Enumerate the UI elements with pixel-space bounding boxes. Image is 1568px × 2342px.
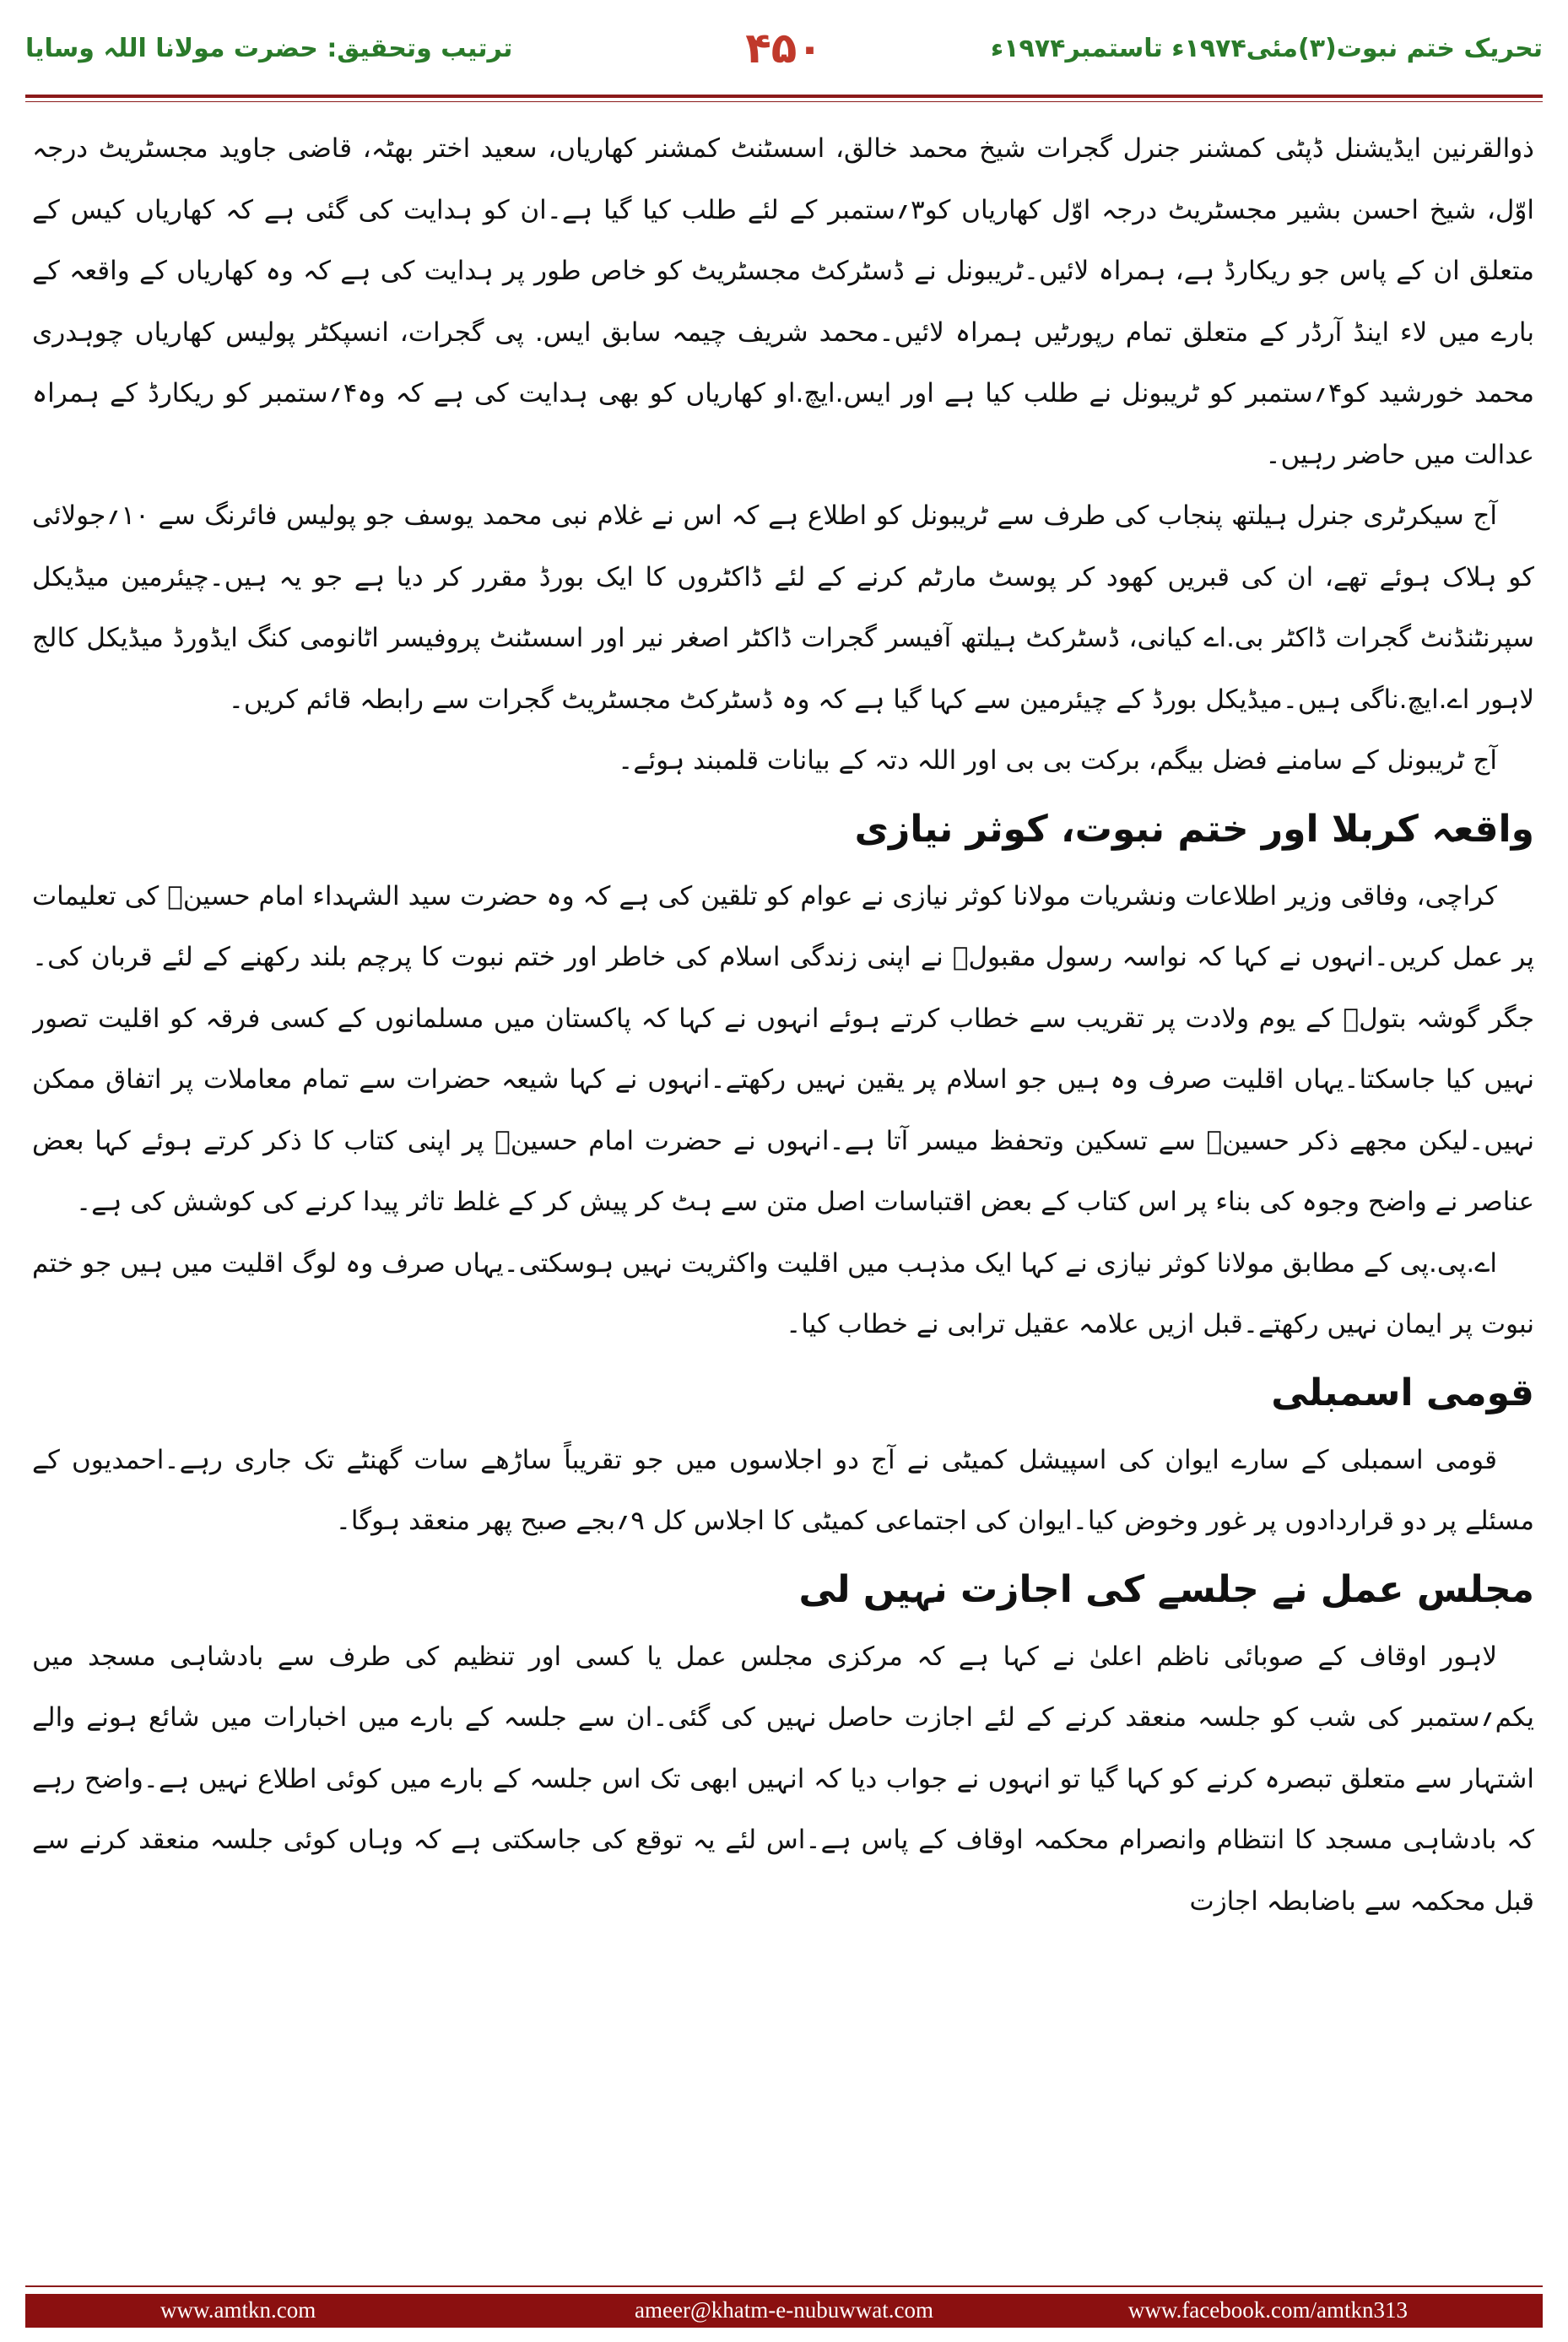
book-title: تحریک ختم نبوت(۳)مئی۱۹۷۴ء تاستمبر۱۹۷۴ء: [990, 34, 1543, 63]
heading-national-assembly: قومی اسمبلی: [1271, 1371, 1534, 1414]
website-link[interactable]: www.amtkn.com: [160, 2297, 316, 2323]
paragraph-tribunal-summons: ذوالقرنین ایڈیشنل ڈپٹی کمشنر جنرل گجرات شیخ محمد خالق، اسسٹنٹ کمشنر کھاریاں، سعید اختر بھٹہ، قاضی جاوید مجسٹریٹ درجہ اوّل، شیخ احسن بشیر مجسٹریٹ درجہ اوّل کھاریاں کو۳؍ستمبر کے لئے طلب کیا گیا ہے۔ان کو ہدایت کی گئی ہے کہ کھاریاں کیس کے متعلق ان کے پاس جو ریکارڈ ہے، ہمراہ لائیں۔ٹریبونل نے ڈسٹرکٹ مجسٹریٹ کو خاص طور پر ہدایت کی ہے کہ وہ کھاریاں کے واقعہ کے بارے میں لاء اینڈ آرڈر کے متعلق تمام رپورٹیں ہمراہ لائیں۔محمد شریف چیمہ سابق ایس. پی گجرات، انسپکٹر پولیس کھاریاں چوہدری محمد خورشید کو۴؍ستمبر کو ٹریبونل نے طلب کیا ہے اور ایس.ایچ.او کھاریاں کو بھی ہدایت کی ہے کہ وہ۴؍ستمبر کو ریکارڈ کے ہمراہ عدالت میں حاضر رہیں۔: [32, 133, 1534, 470]
paragraph-auqaf: لاہور اوقاف کے صوبائی ناظم اعلیٰ نے کہا ہے کہ مرکزی مجلس عمل یا کسی اور تنظیم کی طرف سے بادشاہی مسجد میں یکم؍ستمبر کی شب کو جلسہ منعقد کرنے کے لئے اجازت حاصل نہیں کی گئی۔ان سے جلسہ کے بارے میں اخبارات میں شائع ہونے والے اشتہار سے متعلق تبصرہ کرنے کو کہا گیا تو انہوں نے جواب دیا کہ انہیں ابھی تک اس جلسہ کے بارے میں کوئی اطلاع نہیں ہے۔واضح رہے کہ بادشاہی مسجد کا انتظام وانصرام محکمہ اوقاف کے پاس ہے۔اس لئے یہ توقع کی جاسکتی ہے کہ وہاں کوئی جلسہ منعقد کرنے سے قبل محکمہ سے باضابطہ اجازت: [32, 1641, 1534, 1917]
footer-rule: [25, 2285, 1543, 2287]
paragraph-special-committee: قومی اسمبلی کے سارے ایوان کی اسپیشل کمیٹی نے آج دو اجلاسوں میں جو تقریباً ساڑھے سات گھنٹے تک جاری رہے۔احمدیوں کے مسئلے پر دو قراردادوں پر غور وخوض کیا۔ایوان کی اجتماعی کمیٹی کا اجلاس کل ۹؍بجے صبح پھر منعقد ہوگا۔: [32, 1444, 1534, 1536]
paragraph-app-report: اے.پی.پی کے مطابق مولانا کوثر نیازی نے کہا ایک مذہب میں اقلیت واکثریت نہیں ہوسکتی۔یہاں صرف وہ لوگ اقلیت میں ہیں جو ختم نبوت پر ایمان نہیں رکھتے۔قبل ازیں علامہ عقیل ترابی نے خطاب کیا۔: [32, 1247, 1534, 1339]
heading-karbala: واقعہ کربلا اور ختم نبوت، کوثر نیازی: [854, 807, 1534, 851]
paragraph-medical-board: آج سیکرٹری جنرل ہیلتھ پنجاب کی طرف سے ٹریبونل کو اطلاع ہے کہ اس نے غلام نبی محمد یوسف جو پولیس فائرنگ سے ۱۰؍جولائی کو ہلاک ہوئے تھے، ان کی قبریں کھود کر پوسٹ مارٹم کرنے کے لئے ڈاکٹروں کا ایک بورڈ مقرر کر دیا ہے جو یہ ہیں۔چیئرمین میڈیکل سپرنٹنڈنٹ گجرات ڈاکٹر بی.اے کیانی، ڈسٹرکٹ ہیلتھ آفیسر گجرات ڈاکٹر اصغر نیر اور اسسٹنٹ پروفیسر اٹانومی کنگ ایڈورڈ میڈیکل کالج لاہور اے.ایچ.ناگی ہیں۔میڈیکل بورڈ کے چیئرمین سے کہا گیا ہے کہ وہ ڈسٹرکٹ مجسٹریٹ گجرات سے رابطہ قائم کریں۔: [32, 500, 1534, 715]
email-link[interactable]: ameer@khatm-e-nubuwwat.com: [635, 2297, 933, 2323]
header-rule: [25, 95, 1543, 98]
facebook-link[interactable]: www.facebook.com/amtkn313: [1127, 2297, 1408, 2323]
header-rule-thin: [25, 101, 1543, 102]
page-header: [25, 24, 1543, 100]
page-number: ۴۵۰: [745, 24, 823, 73]
paragraph-statements: آج ٹریبونل کے سامنے فضل بیگم، برکت بی بی اور اللہ دتہ کے بیانات قلمبند ہوئے۔: [618, 745, 1497, 776]
heading-majlis-amal: مجلس عمل نے جلسے کی اجازت نہیں لی: [798, 1567, 1534, 1611]
paragraph-kausar-niazi: کراچی، وفاقی وزیر اطلاعات ونشریات مولانا کوثر نیازی نے عوام کو تلقین کی ہے کہ وہ حضرت سید الشہداء امام حسینؓ کی تعلیمات پر عمل کریں۔انہوں نے کہا کہ نواسہ رسول مقبولﷺ نے اپنی زندگی اسلام کی خاطر اور ختم نبوت کا پرچم بلند رکھنے کے لئے قربان کی۔جگر گوشہ بتولؓ کے یوم ولادت پر تقریب سے خطاب کرتے ہوئے انہوں نے کہا کہ پاکستان میں مسلمانوں کے کسی فرقہ کو اقلیت تصور نہیں کیا جاسکتا۔یہاں اقلیت صرف وہ ہیں جو اسلام پر یقین نہیں رکھتے۔انہوں نے کہا شیعہ حضرات سے تمام معاملات پر اتفاق ممکن نہیں۔لیکن مجھے ذکر حسینؓ سے تسکین وتحفظ میسر آتا ہے۔انہوں نے حضرت امام حسینؓ پر اپنی کتاب کا ذکر کرتے ہوئے کہا بعض عناصر نے واضح وجوہ کی بناء پر اس کتاب کے بعض اقتباسات اصل متن سے ہٹ کر پیش کر کے غلط تاثر پیدا کرنے کی کوشش کی ہے۔: [32, 880, 1534, 1217]
page-body: [32, 118, 1534, 2274]
compiler-credit: ترتیب وتحقیق: حضرت مولانا اللہ وسایا: [25, 34, 513, 63]
page-footer: [25, 2294, 1543, 2328]
